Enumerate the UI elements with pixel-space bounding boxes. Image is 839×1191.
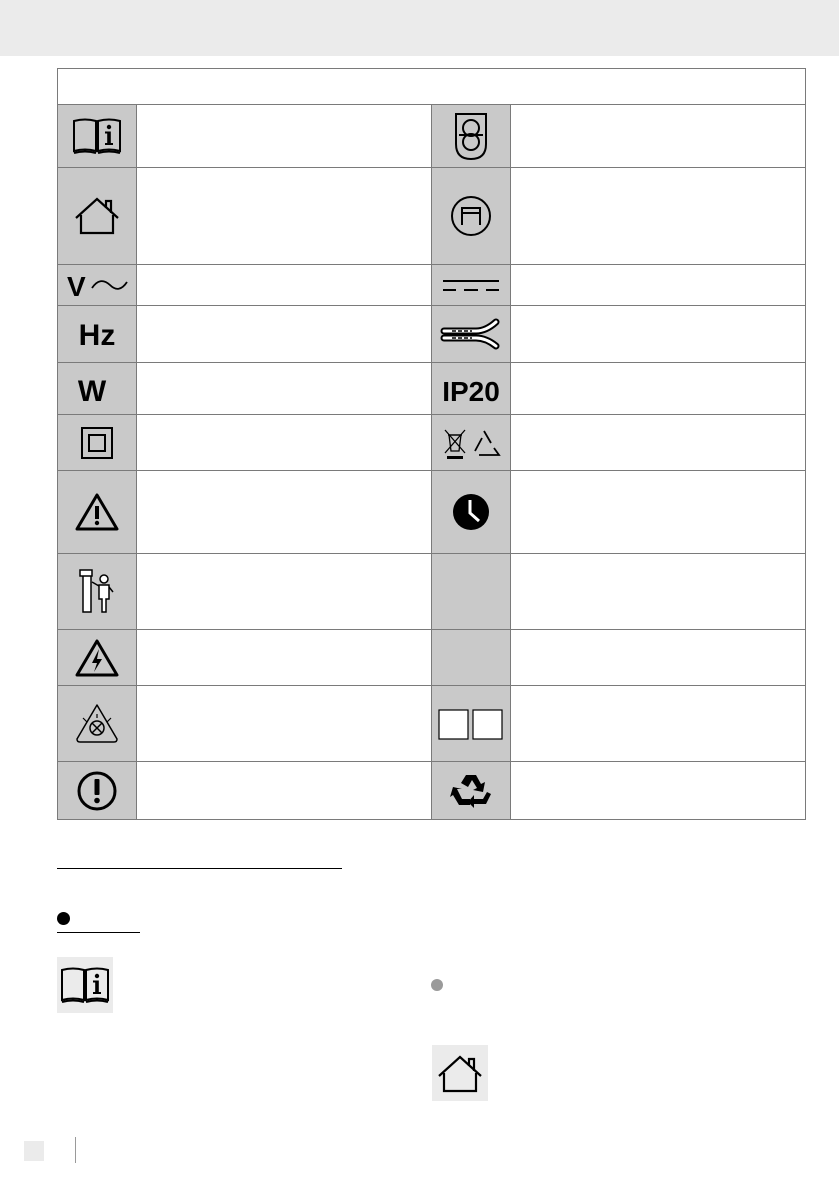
table-header-row [58, 69, 806, 105]
bulb-safety-transformer-icon [453, 110, 489, 162]
table-header-cell [58, 69, 806, 105]
icon-cell [432, 105, 511, 168]
recycling-icon [450, 771, 492, 811]
icon-cell [432, 415, 511, 471]
cable-icon [440, 317, 502, 351]
table-row [58, 168, 806, 265]
symbols-table [57, 68, 806, 820]
description-cell [511, 265, 806, 306]
description-cell [511, 363, 806, 415]
table-row [58, 415, 806, 471]
description-cell [137, 105, 432, 168]
icon-cell [58, 363, 137, 415]
description-cell [511, 306, 806, 363]
instructions-book-icon [71, 115, 123, 157]
icon-cell [432, 265, 511, 306]
warning-triangle-icon [74, 492, 120, 532]
instructions-book-icon [57, 957, 113, 1013]
house-indoor-icon-box [432, 1045, 488, 1101]
exclamation-circle-icon [75, 769, 119, 813]
icon-cell [58, 306, 137, 363]
table-row [58, 265, 806, 306]
child-danger-icon [77, 566, 117, 618]
table-row [58, 105, 806, 168]
alternating-current-icon [64, 270, 130, 300]
description-cell [137, 363, 432, 415]
clock-icon [451, 492, 491, 532]
description-cell [137, 630, 432, 686]
table-row [58, 554, 806, 630]
icon-cell [432, 471, 511, 554]
electric-shock-warning-icon [74, 638, 120, 678]
table-row [58, 363, 806, 415]
description-cell [137, 686, 432, 762]
description-cell [511, 630, 806, 686]
safety-transformer-icon [449, 194, 493, 238]
watt-letter: W [77, 374, 107, 406]
description-cell [511, 686, 806, 762]
frequency-icon [67, 316, 127, 352]
no-eye-light-icon [74, 702, 120, 746]
ip-rating-icon [435, 372, 507, 406]
description-cell [137, 762, 432, 820]
icon-cell [432, 363, 511, 415]
bullet-dot [57, 912, 70, 925]
description-cell [511, 168, 806, 265]
description-cell [137, 471, 432, 554]
two-squares-icon [437, 706, 505, 742]
description-cell [137, 168, 432, 265]
icon-cell [432, 306, 511, 363]
description-cell [511, 554, 806, 630]
icon-cell [58, 265, 137, 306]
ip-rating-text: IP20 [442, 375, 500, 406]
icon-cell [58, 471, 137, 554]
house-indoor-icon [73, 196, 121, 236]
page-number-box [24, 1141, 44, 1161]
footer-divider [75, 1137, 76, 1163]
subsection-divider [57, 932, 140, 933]
icon-cell [58, 415, 137, 471]
disposal-recycling-icon [439, 425, 503, 461]
wattage-icon [72, 372, 122, 406]
icon-cell [432, 686, 511, 762]
protection-class-ii-icon [79, 425, 115, 461]
table-row [58, 630, 806, 686]
description-cell [511, 415, 806, 471]
icon-cell [432, 168, 511, 265]
section-divider [57, 868, 342, 869]
frequency-letters: Hz [78, 319, 116, 352]
description-cell [137, 415, 432, 471]
table-row [58, 306, 806, 363]
voltage-letter: V [67, 271, 86, 300]
house-indoor-icon [432, 1045, 488, 1101]
icon-cell [432, 554, 511, 630]
description-cell [511, 471, 806, 554]
description-cell [137, 265, 432, 306]
icon-cell [58, 630, 137, 686]
description-cell [137, 306, 432, 363]
description-cell [511, 762, 806, 820]
icon-cell [58, 762, 137, 820]
icon-cell [432, 762, 511, 820]
table-row [58, 686, 806, 762]
direct-current-icon [441, 275, 501, 295]
instructions-book-icon-box [57, 957, 113, 1013]
icon-cell [58, 105, 137, 168]
icon-cell [432, 630, 511, 686]
page-header-band [0, 0, 839, 56]
grey-bullet-dot [431, 979, 443, 991]
table-row [58, 471, 806, 554]
icon-cell [58, 168, 137, 265]
description-cell [511, 105, 806, 168]
icon-cell [58, 554, 137, 630]
description-cell [137, 554, 432, 630]
icon-cell [58, 686, 137, 762]
table-row [58, 762, 806, 820]
